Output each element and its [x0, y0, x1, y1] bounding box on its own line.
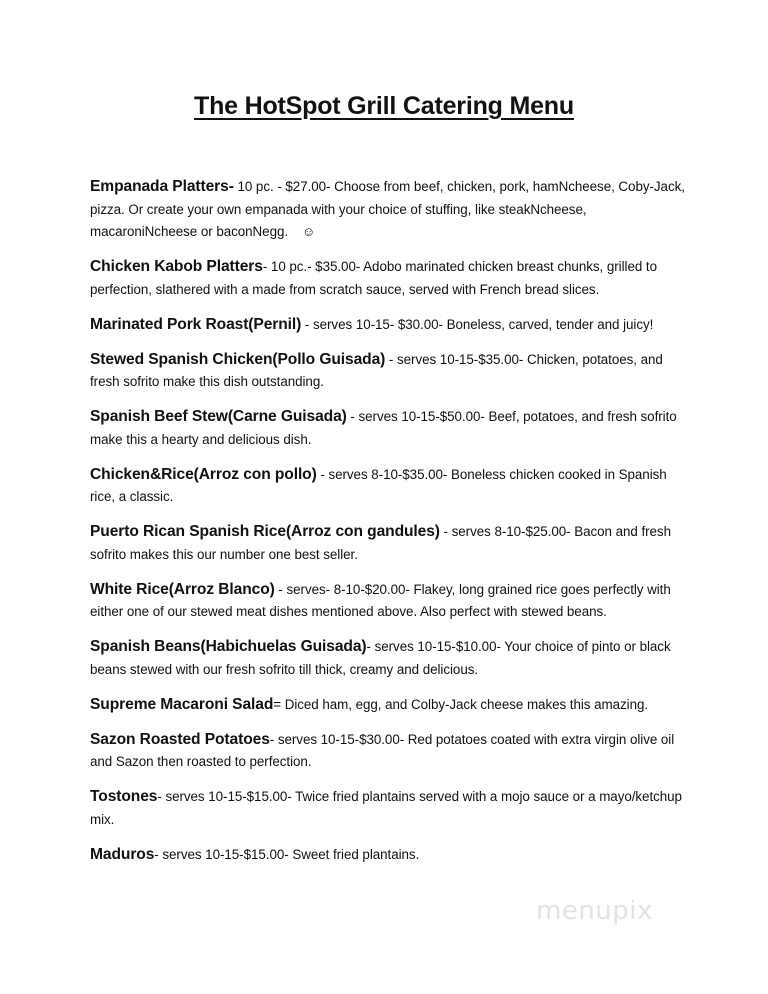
menu-item [90, 579, 690, 624]
menu-item [90, 521, 690, 566]
menu-item-name: Supreme Macaroni Salad [90, 695, 274, 713]
menu-item [90, 464, 690, 509]
menu-item [90, 786, 690, 831]
menu-item [90, 636, 690, 681]
menu-item [90, 349, 690, 394]
menu-item [90, 729, 690, 774]
menu-item-description: - serves 10-15-$50.00- Beef, potatoes, and fresh sofrito make this a hearty and delicious dish. [90, 409, 677, 447]
menu-item-name: Sazon Roasted Potatoes [90, 730, 270, 748]
menu-item [90, 176, 690, 244]
menu-item-name: Spanish Beans(Habichuelas Guisada) [90, 638, 367, 655]
menu-item-description: - serves 10-15-$10.00- Your choice of pinto or black beans stewed with our fresh sofrito till thick, creamy and delicious. [90, 639, 671, 677]
menu-item [90, 694, 690, 717]
menu-item-description: - serves 8-10-$25.00- Bacon and fresh sofrito makes this our number one best seller. [90, 524, 671, 562]
menu-item-description: - serves 10-15-$15.00- Sweet fried plantains. [154, 846, 420, 862]
menu-item-description: - serves 8-10-$35.00- Boneless chicken cooked in Spanish rice, a classic. [90, 466, 667, 504]
page-title: The HotSpot Grill Catering Menu [194, 92, 574, 120]
menu-item-description: 10 pc. - $27.00- Choose from beef, chicken, pork, hamNcheese, Coby-Jack, pizza. Or create your own empanada with your choice of stuffing, like steakNcheese, macaroniNcheese or baconNegg. [90, 179, 685, 239]
menu-item-name: Tostones [90, 788, 158, 805]
menu-item-name: White Rice(Arroz Blanco) [90, 580, 275, 598]
watermark-logo: menupix [536, 896, 653, 926]
menu-item-description: = Diced ham, egg, and Colby-Jack cheese makes this amazing. [273, 696, 649, 712]
menu-item-description: - serves 10-15- $30.00- Boneless, carved, tender and juicy! [301, 316, 654, 332]
menu-item-name: Empanada Platters- [90, 178, 234, 195]
menu-item [90, 314, 690, 337]
menu-item-description: - 10 pc.- $35.00- Adobo marinated chicken breast chunks, grilled to perfection, slathered with a made from scratch sauce, served with French bread slices. [90, 259, 657, 297]
menu-item-name: Marinated Pork Roast(Pernil) [90, 315, 302, 333]
menu-item-name: Stewed Spanish Chicken(Pollo Guisada) [90, 350, 386, 368]
menu-items-list [90, 176, 690, 879]
menu-item [90, 406, 690, 451]
smiley-icon: ☺ [302, 224, 316, 239]
menu-item [90, 844, 690, 867]
menu-item-name: Spanish Beef Stew(Carne Guisada) [90, 408, 347, 425]
menu-item-name: Puerto Rican Spanish Rice(Arroz con gandules) [90, 523, 440, 540]
menu-item-description: - serves 10-15-$30.00- Red potatoes coated with extra virgin olive oil and Sazon then roasted to perfection. [90, 731, 675, 769]
menu-item-name: Maduros [90, 845, 155, 863]
menu-item-description: - serves- 8-10-$20.00- Flakey, long grained rice goes perfectly with either one of our stewed meat dishes mentioned above. Also perfect with stewed beans. [90, 581, 671, 619]
menu-item-name: Chicken Kabob Platters [90, 258, 263, 275]
menu-item-name: Chicken&Rice(Arroz con pollo) [90, 465, 317, 483]
menu-item-description: - serves 10-15-$15.00- Twice fried plantains served with a mojo sauce or a mayo/ketchup mix. [90, 789, 682, 827]
menu-item [90, 256, 690, 301]
menu-item-description: - serves 10-15-$35.00- Chicken, potatoes, and fresh sofrito make this dish outstanding. [90, 351, 663, 389]
